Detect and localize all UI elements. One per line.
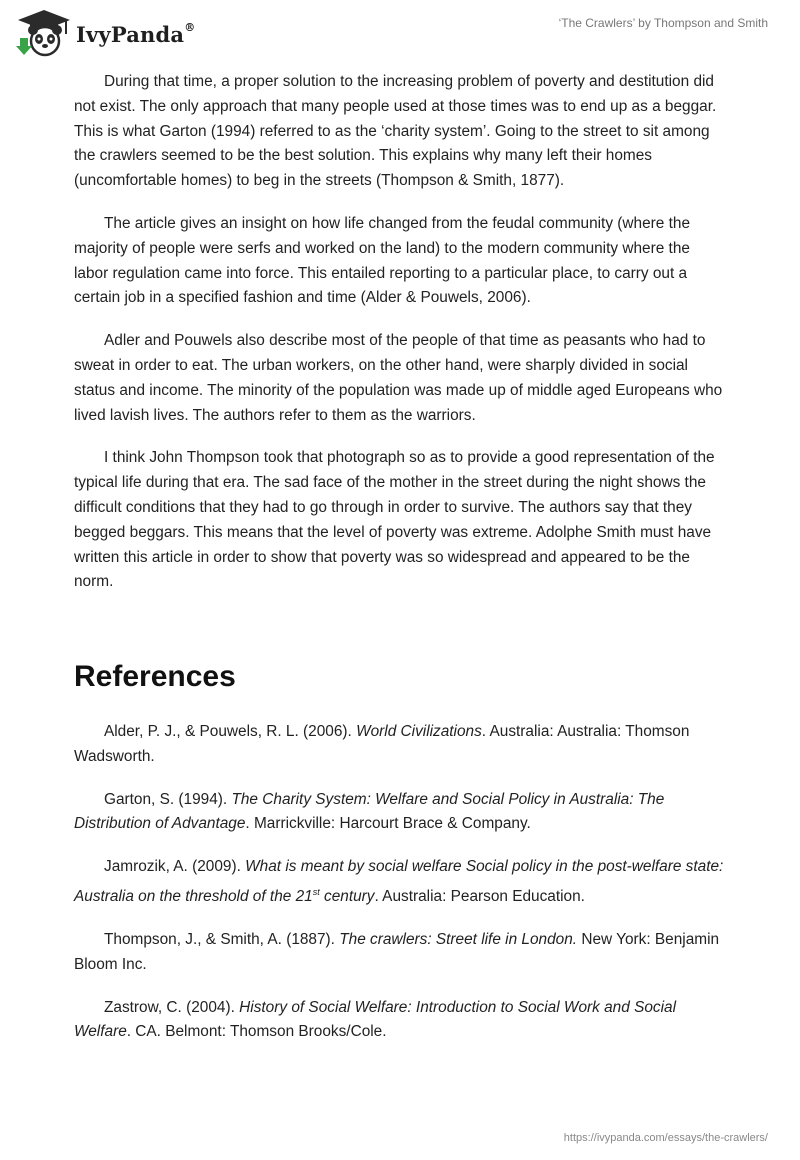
reference-item: Thompson, J., & Smith, A. (1887). The crawlers: Street life in London. New York: Benjamin Bloom Inc.: [74, 930, 720, 973]
reference-item: Alder, P. J., & Pouwels, R. L. (2006). World Civilizations. Australia: Australia: Thomson Wadsworth.: [74, 723, 690, 765]
reference-item: Jamrozik, A. (2009). What is meant by social welfare Social policy in the post-welfare state: Australia on the threshold of the 21st century. Australia: Pearson Education.: [74, 858, 724, 906]
panda-graduate-icon: [14, 8, 74, 58]
registered-mark: ®: [184, 21, 196, 34]
ivypanda-logo[interactable]: [14, 8, 234, 58]
essay-body: [74, 70, 724, 613]
document-title: ‘The Crawlers’ by Thompson and Smith: [558, 16, 768, 30]
paragraph: I think John Thompson took that photograph so as to provide a good representation of the typical life during that era. The sad face of the mother in the street during the night shows the difficult conditions that they had to go through in order to survive. The authors say that they begged beggars. This means that the level of poverty was extreme. Adolphe Smith must have written this article in order to show that poverty was so widespread and appeared to be the norm.: [74, 449, 715, 591]
reference-item: Zastrow, C. (2004). History of Social Welfare: Introduction to Social Work and Social Welfare. CA. Belmont: Thomson Brooks/Cole.: [74, 998, 676, 1041]
references-list: [74, 720, 724, 1063]
references-heading: References: [74, 660, 236, 693]
paragraph: The article gives an insight on how life changed from the feudal community (where the majority of people were serfs and worked on the land) to the modern community where the labor regulation came into force. This entailed reporting to a particular place, to carry out a certain job in a specified fashion and time (Alder & Pouwels, 2006).: [74, 214, 691, 307]
brand-name: IvyPanda®: [76, 21, 196, 47]
paragraph: Adler and Pouwels also describe most of the people of that time as peasants who had to sweat in order to eat. The urban workers, on the other hand, were sharply divided in social status and income. The minority of the population was made up of middle aged Europeans who lived lavish lives. The authors refer to them as the warriors.: [74, 332, 723, 424]
source-url[interactable]: https://ivypanda.com/essays/the-crawlers/: [563, 1132, 768, 1144]
reference-item: Garton, S. (1994). The Charity System: Welfare and Social Policy in Australia: The Distribution of Advantage. Marrickville: Harcourt Brace & Company.: [74, 790, 665, 833]
page-header: [0, 0, 800, 60]
paragraph: During that time, a proper solution to the increasing problem of poverty and destitution did not exist. The only approach that many people used at those times was to end up as a beggar. This is what Garton (1994) referred to as the ‘charity system’. Going to the street to sit among the crawlers seemed to be the best solution. This explains why many left their homes (uncomfortable homes) to beg in the streets (Thompson & Smith, 1877).: [74, 73, 717, 190]
